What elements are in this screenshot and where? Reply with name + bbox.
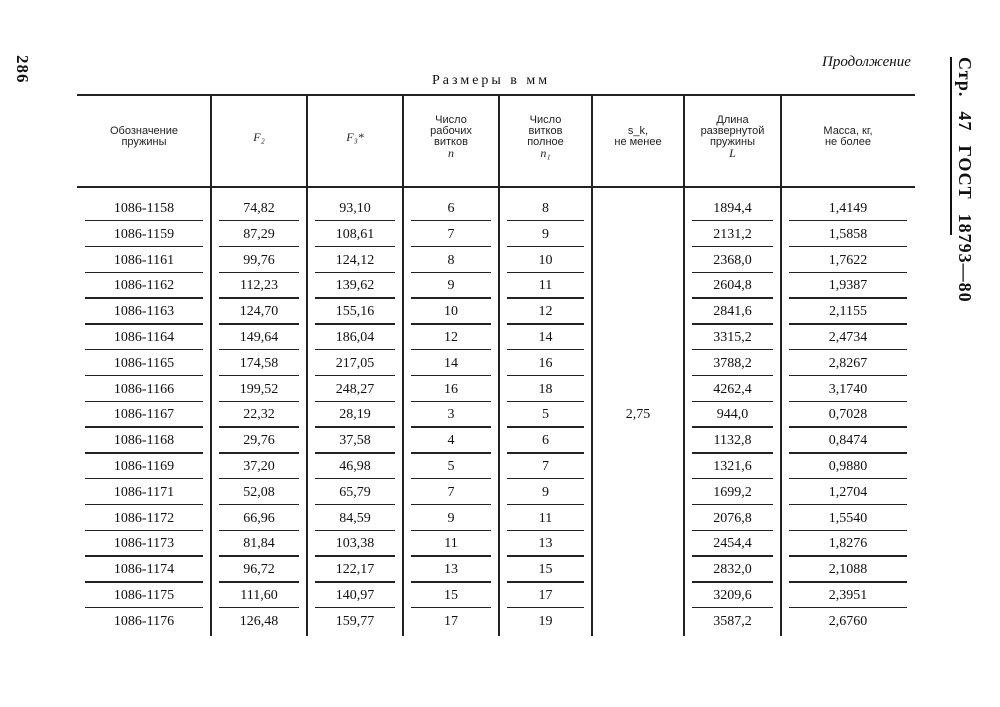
sizes-caption: Размеры в мм — [432, 73, 551, 88]
row-underline — [789, 297, 907, 298]
row-underline — [692, 246, 773, 247]
column-header-line: рабочих — [430, 125, 472, 137]
table-cell: 7 — [542, 459, 549, 474]
spring-designation-cell: 1086-1172 — [113, 510, 175, 526]
row-underline — [692, 478, 773, 479]
table-cell: 2076,8 — [713, 510, 752, 526]
table-top-rule — [77, 94, 915, 96]
row-underline — [219, 220, 299, 221]
row-underline — [789, 530, 907, 531]
table-cell: 14 — [538, 330, 553, 345]
table-cell: 9 — [542, 484, 549, 500]
column-header — [403, 115, 499, 160]
row-underline — [315, 375, 395, 376]
table-cell: 140,97 — [335, 588, 375, 603]
table-cell: 2841,6 — [713, 304, 752, 320]
table-cell: 28,19 — [339, 407, 371, 423]
row-underline — [315, 504, 395, 505]
column-header-line: витков — [434, 136, 468, 148]
row-underline — [789, 375, 907, 376]
row-underline — [692, 452, 773, 453]
table-cell: 2,8267 — [828, 355, 868, 371]
row-underline — [85, 504, 203, 505]
row-underline — [411, 246, 491, 247]
sk-merged-value: 2,75 — [625, 407, 651, 423]
column-header-line: полное — [527, 136, 564, 148]
table-cell: 126,48 — [239, 613, 279, 629]
table-cell: 186,04 — [335, 330, 375, 345]
table-cell: 15 — [444, 588, 458, 603]
row-underline — [219, 452, 299, 453]
spring-designation-cell: 1086-1165 — [113, 355, 175, 371]
row-underline — [507, 401, 584, 402]
table-cell: 18 — [538, 381, 553, 397]
table-cell: 14 — [444, 355, 458, 371]
row-underline — [219, 426, 299, 427]
row-underline — [507, 452, 584, 453]
table-cell: 17 — [538, 588, 553, 603]
row-underline — [507, 297, 584, 298]
table-cell: 1321,6 — [713, 459, 752, 474]
table-cell: 122,17 — [335, 562, 375, 578]
table-cell: 37,58 — [339, 433, 371, 449]
row-underline — [507, 478, 584, 479]
spring-designation-cell: 1086-1171 — [113, 484, 175, 500]
table-cell: 111,60 — [240, 588, 278, 603]
table-cell: 1699,2 — [713, 484, 752, 500]
column-header-line: Число — [435, 114, 467, 126]
row-underline — [411, 272, 491, 273]
column-header-symbol: n₁ — [540, 146, 551, 160]
row-underline — [85, 478, 203, 479]
table-cell: 149,64 — [239, 330, 279, 345]
column-header-line — [684, 148, 781, 160]
row-underline — [219, 504, 299, 505]
table-cell: 7 — [447, 226, 455, 242]
table-cell: 1132,8 — [713, 433, 752, 449]
table-cell: 1,7622 — [828, 252, 868, 268]
column-header — [77, 126, 211, 148]
table-cell: 108,61 — [335, 226, 375, 242]
table-cell: 2832,0 — [713, 562, 752, 578]
table-cell: 13 — [444, 562, 458, 578]
spring-designation-cell: 1086-1169 — [113, 459, 175, 474]
row-underline — [411, 426, 491, 427]
table-cell: 87,29 — [243, 226, 275, 242]
row-underline — [507, 530, 584, 531]
row-underline — [411, 375, 491, 376]
table-cell: 5 — [542, 407, 549, 423]
row-underline — [789, 246, 907, 247]
row-underline — [219, 607, 299, 608]
spring-designation-cell: 1086-1164 — [113, 330, 175, 345]
table-cell: 6 — [447, 201, 455, 216]
column-header-line: Масса, кг, — [823, 125, 873, 137]
row-underline — [219, 401, 299, 402]
page-number: 286 — [13, 55, 32, 84]
row-underline — [692, 401, 773, 402]
table-cell: 10 — [538, 252, 553, 268]
row-underline — [789, 452, 907, 453]
row-underline — [789, 555, 907, 556]
side-ref-underline — [950, 57, 952, 235]
table-cell: 159,77 — [335, 613, 375, 629]
table-cell: 3587,2 — [713, 613, 752, 629]
table-cell: 84,59 — [339, 510, 371, 526]
table-cell: 7 — [447, 484, 455, 500]
spring-designation-cell: 1086-1158 — [113, 201, 175, 216]
row-underline — [85, 426, 203, 427]
row-underline — [219, 272, 299, 273]
table-cell: 139,62 — [335, 278, 375, 294]
table-cell: 1894,4 — [713, 201, 752, 216]
table-cell: 93,10 — [339, 201, 371, 216]
side-ref-standard: ГОСТ — [955, 145, 975, 200]
row-underline — [692, 426, 773, 427]
table-cell: 9 — [447, 510, 455, 526]
table-cell: 6 — [542, 433, 549, 449]
column-header-symbol: n — [448, 146, 454, 160]
continuation-label: Продолжение — [822, 54, 911, 70]
row-underline — [315, 452, 395, 453]
table-cell: 155,16 — [335, 304, 375, 320]
column-header-symbol: L — [729, 146, 736, 160]
row-underline — [219, 478, 299, 479]
table-cell: 248,27 — [335, 381, 375, 397]
spring-designation-cell: 1086-1166 — [113, 381, 175, 397]
table-cell: 124,12 — [335, 252, 375, 268]
table-cell: 4 — [447, 433, 455, 449]
row-underline — [507, 426, 584, 427]
column-header-symbol: F₂ — [253, 129, 265, 144]
spring-designation-cell: 1086-1167 — [113, 407, 175, 423]
row-underline — [692, 607, 773, 608]
row-underline — [315, 272, 395, 273]
table-cell: 96,72 — [243, 562, 275, 578]
row-underline — [507, 220, 584, 221]
table-cell: 0,8474 — [828, 433, 868, 449]
row-underline — [315, 555, 395, 556]
row-underline — [411, 349, 491, 350]
table-cell: 9 — [447, 278, 455, 294]
column-header-line — [499, 148, 592, 160]
row-underline — [411, 323, 491, 324]
table-cell: 13 — [538, 536, 553, 552]
row-underline — [789, 272, 907, 273]
row-underline — [507, 581, 584, 582]
row-underline — [85, 375, 203, 376]
row-underline — [219, 530, 299, 531]
row-underline — [507, 246, 584, 247]
table-cell: 1,5540 — [828, 510, 868, 526]
row-underline — [315, 607, 395, 608]
row-underline — [789, 478, 907, 479]
side-ref-page-num: 47 — [955, 111, 975, 132]
column-header — [781, 126, 915, 148]
table-cell: 12 — [444, 330, 458, 345]
column-header — [307, 129, 403, 144]
row-underline — [411, 297, 491, 298]
table-cell: 1,9387 — [828, 278, 868, 294]
row-underline — [219, 323, 299, 324]
spring-designation-cell: 1086-1162 — [113, 278, 175, 294]
row-underline — [411, 504, 491, 505]
row-underline — [692, 581, 773, 582]
table-cell: 5 — [447, 459, 455, 474]
row-underline — [85, 607, 203, 608]
row-underline — [789, 607, 907, 608]
column-header-line: пружины — [709, 136, 756, 148]
row-underline — [507, 349, 584, 350]
column-header — [211, 129, 307, 144]
table-cell: 944,0 — [716, 407, 749, 423]
row-underline — [315, 426, 395, 427]
table-cell: 17 — [444, 613, 458, 629]
side-reference — [950, 57, 975, 303]
table-cell: 11 — [444, 536, 458, 552]
row-underline — [315, 478, 395, 479]
row-underline — [315, 220, 395, 221]
row-underline — [315, 401, 395, 402]
table-cell: 3315,2 — [713, 330, 752, 345]
table-cell: 15 — [538, 562, 553, 578]
table-cell: 16 — [444, 381, 458, 397]
row-underline — [692, 272, 773, 273]
row-underline — [692, 220, 773, 221]
table-cell: 2131,2 — [713, 226, 752, 242]
table-cell: 2,3951 — [828, 588, 868, 603]
row-underline — [507, 504, 584, 505]
spring-designation-cell: 1086-1174 — [113, 562, 175, 578]
table-cell: 8 — [447, 252, 455, 268]
row-underline — [411, 220, 491, 221]
row-underline — [315, 349, 395, 350]
table-cell: 1,4149 — [828, 201, 868, 216]
column-header-line — [211, 129, 307, 144]
table-cell: 0,7028 — [828, 407, 868, 423]
row-underline — [507, 375, 584, 376]
row-underline — [219, 375, 299, 376]
row-underline — [219, 581, 299, 582]
table-cell: 217,05 — [335, 355, 375, 371]
column-header-line: не более — [824, 136, 872, 148]
column-header-line — [403, 148, 499, 160]
column-header — [592, 126, 684, 148]
row-underline — [692, 375, 773, 376]
row-underline — [411, 581, 491, 582]
row-underline — [692, 349, 773, 350]
table-cell: 9 — [542, 226, 549, 242]
table-cell: 12 — [538, 304, 553, 320]
column-header-line: витков — [528, 125, 563, 137]
table-cell: 22,32 — [243, 407, 275, 423]
spring-designation-cell: 1086-1159 — [113, 226, 175, 242]
table-cell: 11 — [538, 510, 553, 526]
column-header-line: пружины — [121, 136, 167, 148]
table-cell: 11 — [538, 278, 553, 294]
column-header — [499, 115, 592, 160]
table-cell: 99,76 — [243, 252, 275, 268]
spring-designation-cell: 1086-1163 — [113, 304, 175, 320]
row-underline — [411, 555, 491, 556]
row-underline — [315, 581, 395, 582]
row-underline — [411, 452, 491, 453]
row-underline — [789, 504, 907, 505]
table-cell: 2,4734 — [828, 330, 868, 345]
row-underline — [692, 323, 773, 324]
row-underline — [789, 581, 907, 582]
table-cell: 1,2704 — [828, 484, 868, 500]
row-underline — [85, 220, 203, 221]
table-cell: 2,6760 — [828, 613, 868, 629]
row-underline — [507, 323, 584, 324]
row-underline — [85, 555, 203, 556]
side-ref-standard-number: 18793—80 — [955, 213, 975, 303]
column-header-line: Число — [529, 114, 562, 126]
table-cell: 2,1155 — [829, 304, 867, 320]
table-cell: 37,20 — [243, 459, 275, 474]
row-underline — [85, 452, 203, 453]
table-cell: 1,5858 — [828, 226, 868, 242]
column-header-line: Обозначение — [109, 125, 179, 137]
row-underline — [85, 581, 203, 582]
table-cell: 19 — [538, 613, 553, 629]
table-cell: 65,79 — [339, 484, 371, 500]
column-header-line: s_k, — [627, 125, 649, 137]
spring-designation-cell: 1086-1173 — [113, 536, 175, 552]
column-header-line — [307, 129, 403, 144]
table-cell: 2368,0 — [713, 252, 752, 268]
table-cell: 124,70 — [239, 304, 279, 320]
spring-designation-cell: 1086-1161 — [113, 252, 175, 268]
row-underline — [219, 246, 299, 247]
column-header-line: не менее — [614, 136, 662, 148]
table-cell: 66,96 — [243, 510, 275, 526]
row-underline — [85, 246, 203, 247]
table-cell: 2,1088 — [828, 562, 868, 578]
column-header-symbol: F₃* — [346, 129, 364, 144]
row-underline — [85, 297, 203, 298]
row-underline — [315, 297, 395, 298]
row-underline — [789, 401, 907, 402]
row-underline — [411, 607, 491, 608]
row-underline — [789, 323, 907, 324]
column-header-line: развернутой — [700, 125, 765, 137]
row-underline — [789, 426, 907, 427]
table-cell: 3209,6 — [713, 588, 752, 603]
row-underline — [692, 555, 773, 556]
row-underline — [219, 349, 299, 350]
row-underline — [315, 246, 395, 247]
spring-designation-cell: 1086-1168 — [113, 433, 175, 449]
row-underline — [85, 272, 203, 273]
row-underline — [411, 478, 491, 479]
row-underline — [411, 401, 491, 402]
row-underline — [411, 530, 491, 531]
table-cell: 8 — [542, 201, 549, 216]
spring-designation-cell: 1086-1176 — [113, 613, 175, 629]
table-cell: 3 — [447, 407, 455, 423]
row-underline — [507, 607, 584, 608]
table-cell: 10 — [444, 304, 458, 320]
table-cell: 199,52 — [239, 381, 279, 397]
table-cell: 81,84 — [243, 536, 275, 552]
row-underline — [789, 349, 907, 350]
row-underline — [507, 272, 584, 273]
table-cell: 2454,4 — [713, 536, 752, 552]
table-cell: 2604,8 — [713, 278, 752, 294]
table-cell: 3788,2 — [713, 355, 752, 371]
table-cell: 29,76 — [243, 433, 275, 449]
table-cell: 0,9880 — [828, 459, 868, 474]
row-underline — [692, 504, 773, 505]
side-ref-page: Стр. — [955, 57, 975, 98]
table-cell: 16 — [538, 355, 553, 371]
column-header — [684, 115, 781, 160]
row-underline — [219, 297, 299, 298]
table-cell: 52,08 — [243, 484, 275, 500]
table-cell: 1,8276 — [828, 536, 868, 552]
spring-designation-cell: 1086-1175 — [113, 588, 175, 603]
column-header-line: Длина — [716, 114, 749, 126]
row-underline — [85, 530, 203, 531]
table-cell: 174,58 — [239, 355, 279, 371]
table-cell: 3,1740 — [828, 381, 868, 397]
header-bottom-rule — [77, 186, 915, 188]
row-underline — [789, 220, 907, 221]
table-cell: 103,38 — [335, 536, 375, 552]
row-underline — [692, 297, 773, 298]
row-underline — [507, 555, 584, 556]
table-cell: 112,23 — [240, 278, 278, 294]
row-underline — [315, 530, 395, 531]
row-underline — [85, 323, 203, 324]
table-cell: 46,98 — [339, 459, 371, 474]
table-cell: 4262,4 — [713, 381, 752, 397]
table-cell: 74,82 — [243, 201, 275, 216]
row-underline — [85, 401, 203, 402]
row-underline — [85, 349, 203, 350]
row-underline — [692, 530, 773, 531]
row-underline — [219, 555, 299, 556]
row-underline — [315, 323, 395, 324]
